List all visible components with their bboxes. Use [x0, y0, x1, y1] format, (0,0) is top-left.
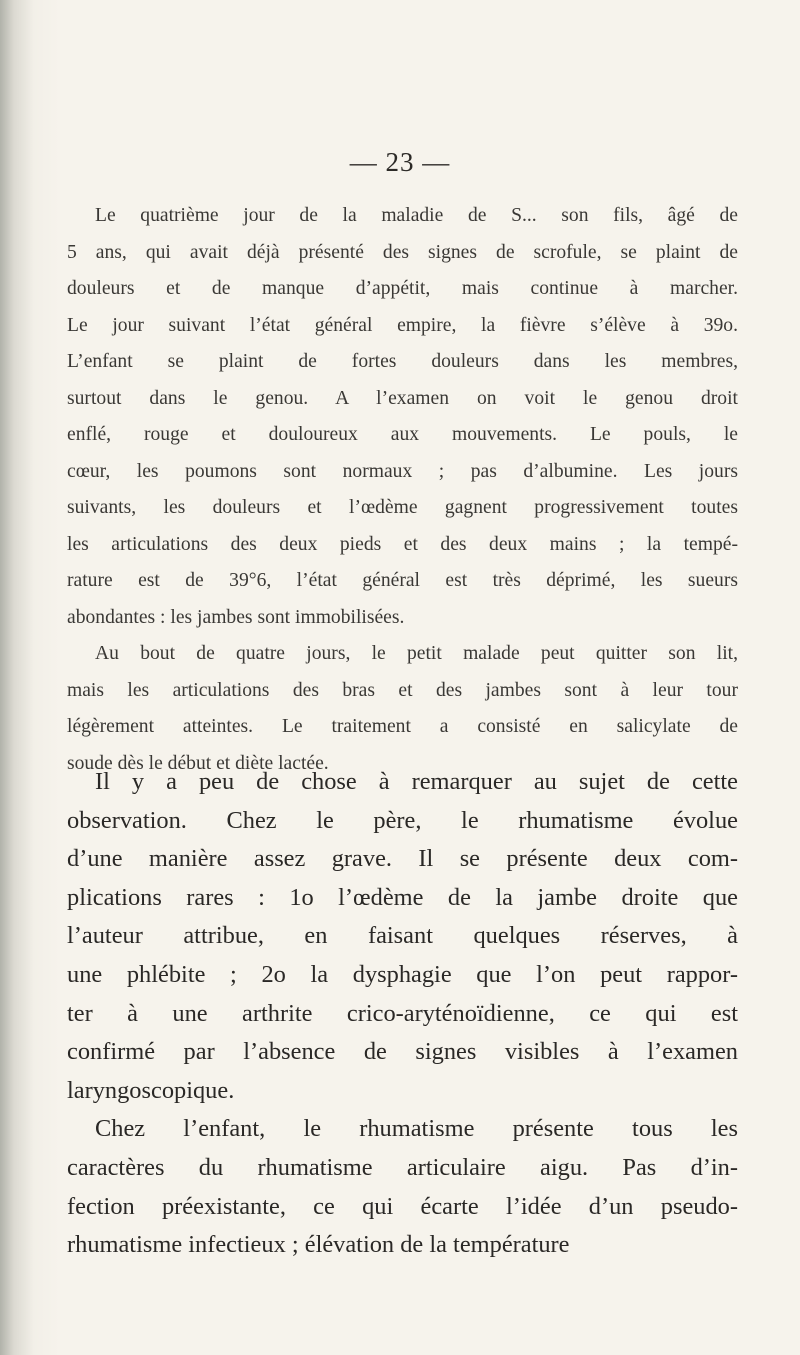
text-line: caractères du rhumatisme articulaire aigu. Pas d’in-	[67, 1153, 738, 1181]
text-line: Il y a peu de chose à remarquer au sujet de cette	[95, 768, 738, 795]
text-line: Le jour suivant l’état général empire, la fièvre s’élève à 39o.	[67, 314, 738, 336]
text-line: rature est de 39°6, l’état général est très déprimé, les sueurs	[67, 570, 738, 591]
text-line: d’une manière assez grave. Il se présente deux com-	[67, 845, 738, 873]
text-line: laryngoscopique.	[67, 1076, 235, 1104]
text-line: ter à une arthrite crico-aryténoïdienne, ce qui est	[67, 999, 738, 1027]
text-line: suivants, les douleurs et l’œdème gagnent progressivement toutes	[67, 497, 738, 518]
text-line: confirmé par l’absence de signes visibles à l’examen	[67, 1038, 738, 1066]
text-line: douleurs et de manque d’appétit, mais continue à marcher.	[67, 278, 738, 299]
text-line: Au bout de quatre jours, le petit malade peut quitter son lit,	[95, 643, 738, 664]
text-line: légèrement atteintes. Le traitement a consisté en salicylate de	[67, 716, 738, 737]
text-line: abondantes : les jambes sont immobilisées.	[67, 606, 405, 628]
text-line: une phlébite ; 2o la dysphagie que l’on peut rappor-	[67, 960, 738, 988]
text-line: mais les articulations des bras et des jambes sont à leur tour	[67, 679, 738, 701]
case-narrative-paragraphs	[67, 198, 738, 782]
text-line: fection préexistante, ce qui écarte l’idée d’un pseudo-	[67, 1192, 738, 1220]
text-line: cœur, les poumons sont normaux ; pas d’albumine. Les jours	[67, 460, 738, 482]
text-line: surtout dans le genou. A l’examen on voit le genou droit	[67, 387, 738, 409]
text-line: L’enfant se plaint de fortes douleurs dans les membres,	[67, 351, 738, 372]
commentary-paragraphs	[67, 763, 738, 1265]
text-line: plications rares : 1o l’œdème de la jambe droite que	[67, 883, 738, 911]
text-line: rhumatisme infectieux ; élévation de la température	[67, 1231, 570, 1259]
text-line: Le quatrième jour de la maladie de S... son fils, âgé de	[95, 205, 738, 226]
text-line: Chez l’enfant, le rhumatisme présente tous les	[95, 1115, 738, 1143]
page-number: — 23 —	[349, 147, 451, 177]
text-line: observation. Chez le père, le rhumatisme évolue	[67, 806, 738, 834]
text-line: les articulations des deux pieds et des deux mains ; la tempé-	[67, 533, 738, 555]
text-line: enflé, rouge et douloureux aux mouvements. Le pouls, le	[67, 424, 738, 445]
text-line: l’auteur attribue, en faisant quelques réserves, à	[67, 922, 738, 950]
text-line: soude dès le début et diète lactée.	[67, 752, 329, 774]
text-line: 5 ans, qui avait déjà présenté des signes de scrofule, se plaint de	[67, 241, 738, 263]
